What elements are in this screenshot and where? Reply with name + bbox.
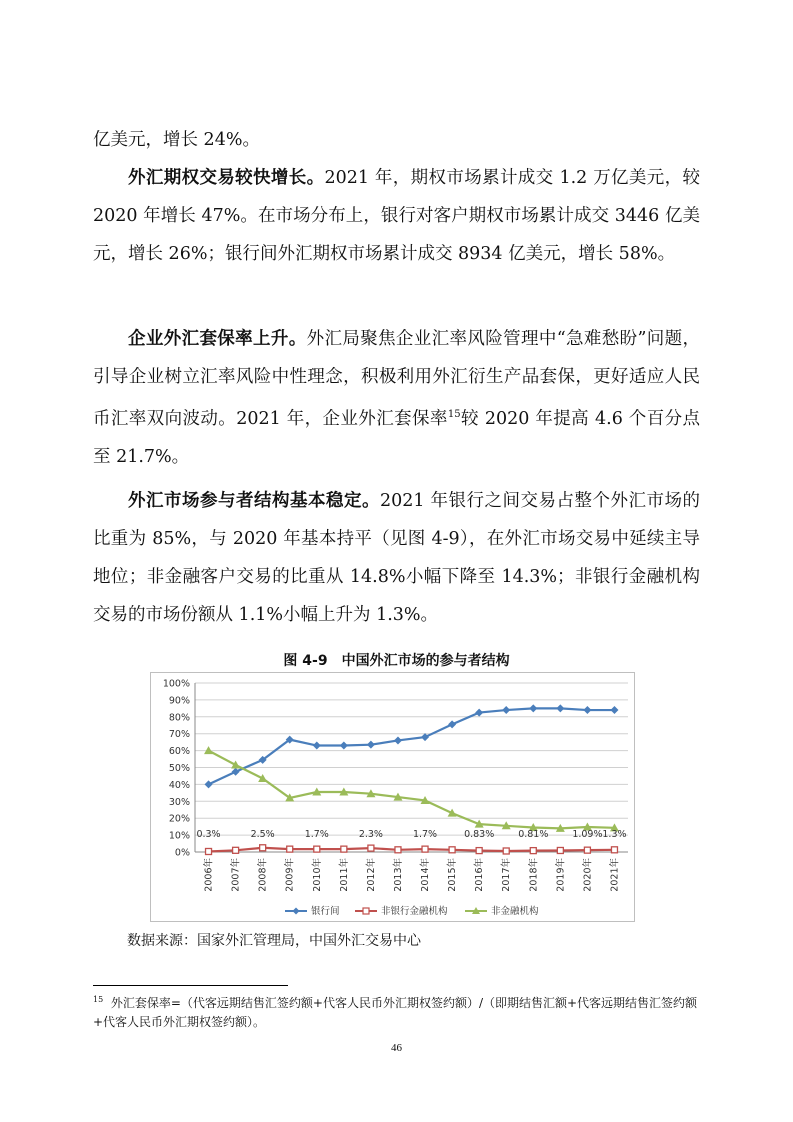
footnote-divider	[93, 985, 288, 986]
data-label: 1.7%	[412, 829, 438, 840]
data-point	[368, 845, 374, 851]
data-point	[556, 704, 564, 712]
data-point	[610, 706, 618, 714]
y-tick-label: 50%	[168, 763, 190, 774]
legend-label: 银行间	[311, 906, 340, 917]
x-tick-label: 2017年	[501, 858, 513, 892]
paragraph-fx-options	[93, 159, 700, 273]
page-number: 46	[391, 1042, 402, 1054]
y-tick-label: 100%	[162, 678, 190, 690]
paragraph-text: 2021 年银行之间交易占整个外汇市场的比重为 85%，与 2020 年基本持平（见图 4-9），在外汇市场交易中延续主导地位；非金融客户交易的比重从 14.8%小幅下降至 14.3%；非银行金融机构交易的市场份额从 1.1%小幅上升为 1.3%。	[93, 491, 700, 625]
x-tick-label: 2007年	[230, 858, 242, 892]
legend-marker	[293, 908, 300, 915]
y-tick-label: 90%	[168, 695, 190, 707]
data-point	[394, 736, 402, 744]
paragraph-text: 外汇局聚焦企业汇率风险管理中“急难愁盼”问题，引导企业树立汇率风险中性理念，积极利用外汇衍生产品套保，更好适应人民币汇率双向波动。2021 年，企业外汇套保率	[93, 329, 700, 429]
x-tick-label: 2020年	[582, 858, 594, 892]
data-point	[395, 847, 401, 853]
x-tick-label: 2016年	[474, 858, 486, 892]
data-point	[448, 720, 456, 728]
y-tick-label: 70%	[168, 729, 190, 741]
data-point	[232, 768, 240, 776]
data-point	[260, 845, 266, 851]
data-label: 0.3%	[196, 829, 221, 840]
data-point	[341, 846, 347, 852]
data-label: 1.7%	[304, 829, 329, 840]
paragraph-heading: 企业外汇套保率上升。	[128, 329, 307, 349]
x-tick-label: 2019年	[555, 858, 567, 892]
data-point	[583, 706, 591, 714]
data-label: 0.83%	[464, 829, 495, 840]
y-tick-label: 0%	[174, 847, 190, 859]
legend-label: 非银行金融机构	[381, 906, 448, 917]
data-label: 0.81%	[518, 829, 549, 840]
data-point	[529, 704, 537, 712]
data-point	[449, 847, 455, 853]
x-tick-label: 2018年	[528, 858, 540, 892]
series-line	[209, 708, 615, 784]
y-tick-label: 20%	[168, 813, 190, 825]
footnote	[93, 990, 700, 1032]
data-point	[421, 733, 429, 741]
data-point	[557, 847, 563, 853]
data-point	[233, 847, 239, 853]
y-tick-label: 60%	[168, 746, 190, 758]
data-label: 1.09%	[572, 829, 603, 840]
footnote-ref[interactable]: 15	[447, 409, 461, 420]
data-label: 2.3%	[358, 829, 383, 840]
series-line	[209, 848, 615, 852]
paragraph-continued: 亿美元，增长 24%。	[93, 130, 260, 150]
data-label: 1.3%	[602, 829, 627, 840]
data-point	[502, 706, 510, 714]
x-tick-label: 2008年	[257, 858, 269, 892]
y-tick-label: 30%	[168, 796, 190, 808]
data-point	[475, 709, 483, 717]
x-tick-label: 2015年	[447, 858, 459, 892]
y-tick-label: 40%	[168, 779, 190, 791]
paragraph-text: 2021 年，期权市场累计成交 1.2 万亿美元，较 2020 年增长 47%。在市场分布上，银行对客户期权市场累计成交 3446 亿美元，增长 26%；银行间外汇期权市场累计成交 8934 亿美元，增长 58%。	[93, 168, 701, 264]
y-tick-label: 10%	[168, 830, 190, 842]
x-tick-label: 2013年	[392, 858, 404, 892]
data-point	[584, 847, 590, 853]
data-point	[287, 846, 293, 852]
data-point	[313, 742, 321, 750]
x-tick-label: 2021年	[609, 858, 621, 892]
data-point	[476, 848, 482, 854]
x-tick-label: 2010年	[311, 858, 323, 892]
series-line	[209, 751, 615, 829]
data-point	[340, 742, 348, 750]
x-tick-label: 2006年	[203, 858, 215, 892]
x-tick-label: 2014年	[420, 858, 432, 892]
data-point	[314, 846, 320, 852]
paragraph-heading: 外汇市场参与者结构基本稳定。	[128, 491, 380, 511]
figure-source: 数据来源：国家外汇管理局，中国外汇交易中心	[127, 933, 421, 949]
footnote-number: 15	[93, 995, 104, 1004]
legend-marker	[363, 908, 369, 914]
legend-label: 非金融机构	[491, 906, 539, 917]
paragraph-heading: 外汇期权交易较快增长。	[128, 168, 325, 188]
data-point	[206, 848, 212, 854]
data-point	[503, 848, 509, 854]
data-label: 2.5%	[250, 829, 275, 840]
figure-title: 图 4-9 中国外汇市场的参与者结构	[283, 653, 510, 669]
data-point	[422, 846, 428, 852]
y-tick-label: 80%	[168, 712, 190, 724]
footnote-text: 外汇套保率=（代客远期结售汇签约额+代客人民币外汇期权签约额）/（即期结售汇额+代客远期结售汇签约额+代客人民币外汇期权签约额）。	[93, 996, 698, 1029]
paragraph-text: 较 2020 年提高 4.6 个百分点至 21.7%。	[93, 408, 700, 467]
data-point	[205, 780, 213, 788]
paragraph-hedge-ratio	[93, 320, 700, 476]
x-tick-label: 2011年	[338, 858, 350, 892]
paragraph-participants	[93, 482, 700, 634]
line-chart	[150, 672, 635, 922]
data-point	[611, 847, 617, 853]
x-tick-label: 2009年	[284, 858, 296, 892]
data-point	[367, 741, 375, 749]
x-tick-label: 2012年	[365, 858, 377, 892]
data-point	[204, 746, 213, 754]
data-point	[530, 848, 536, 854]
